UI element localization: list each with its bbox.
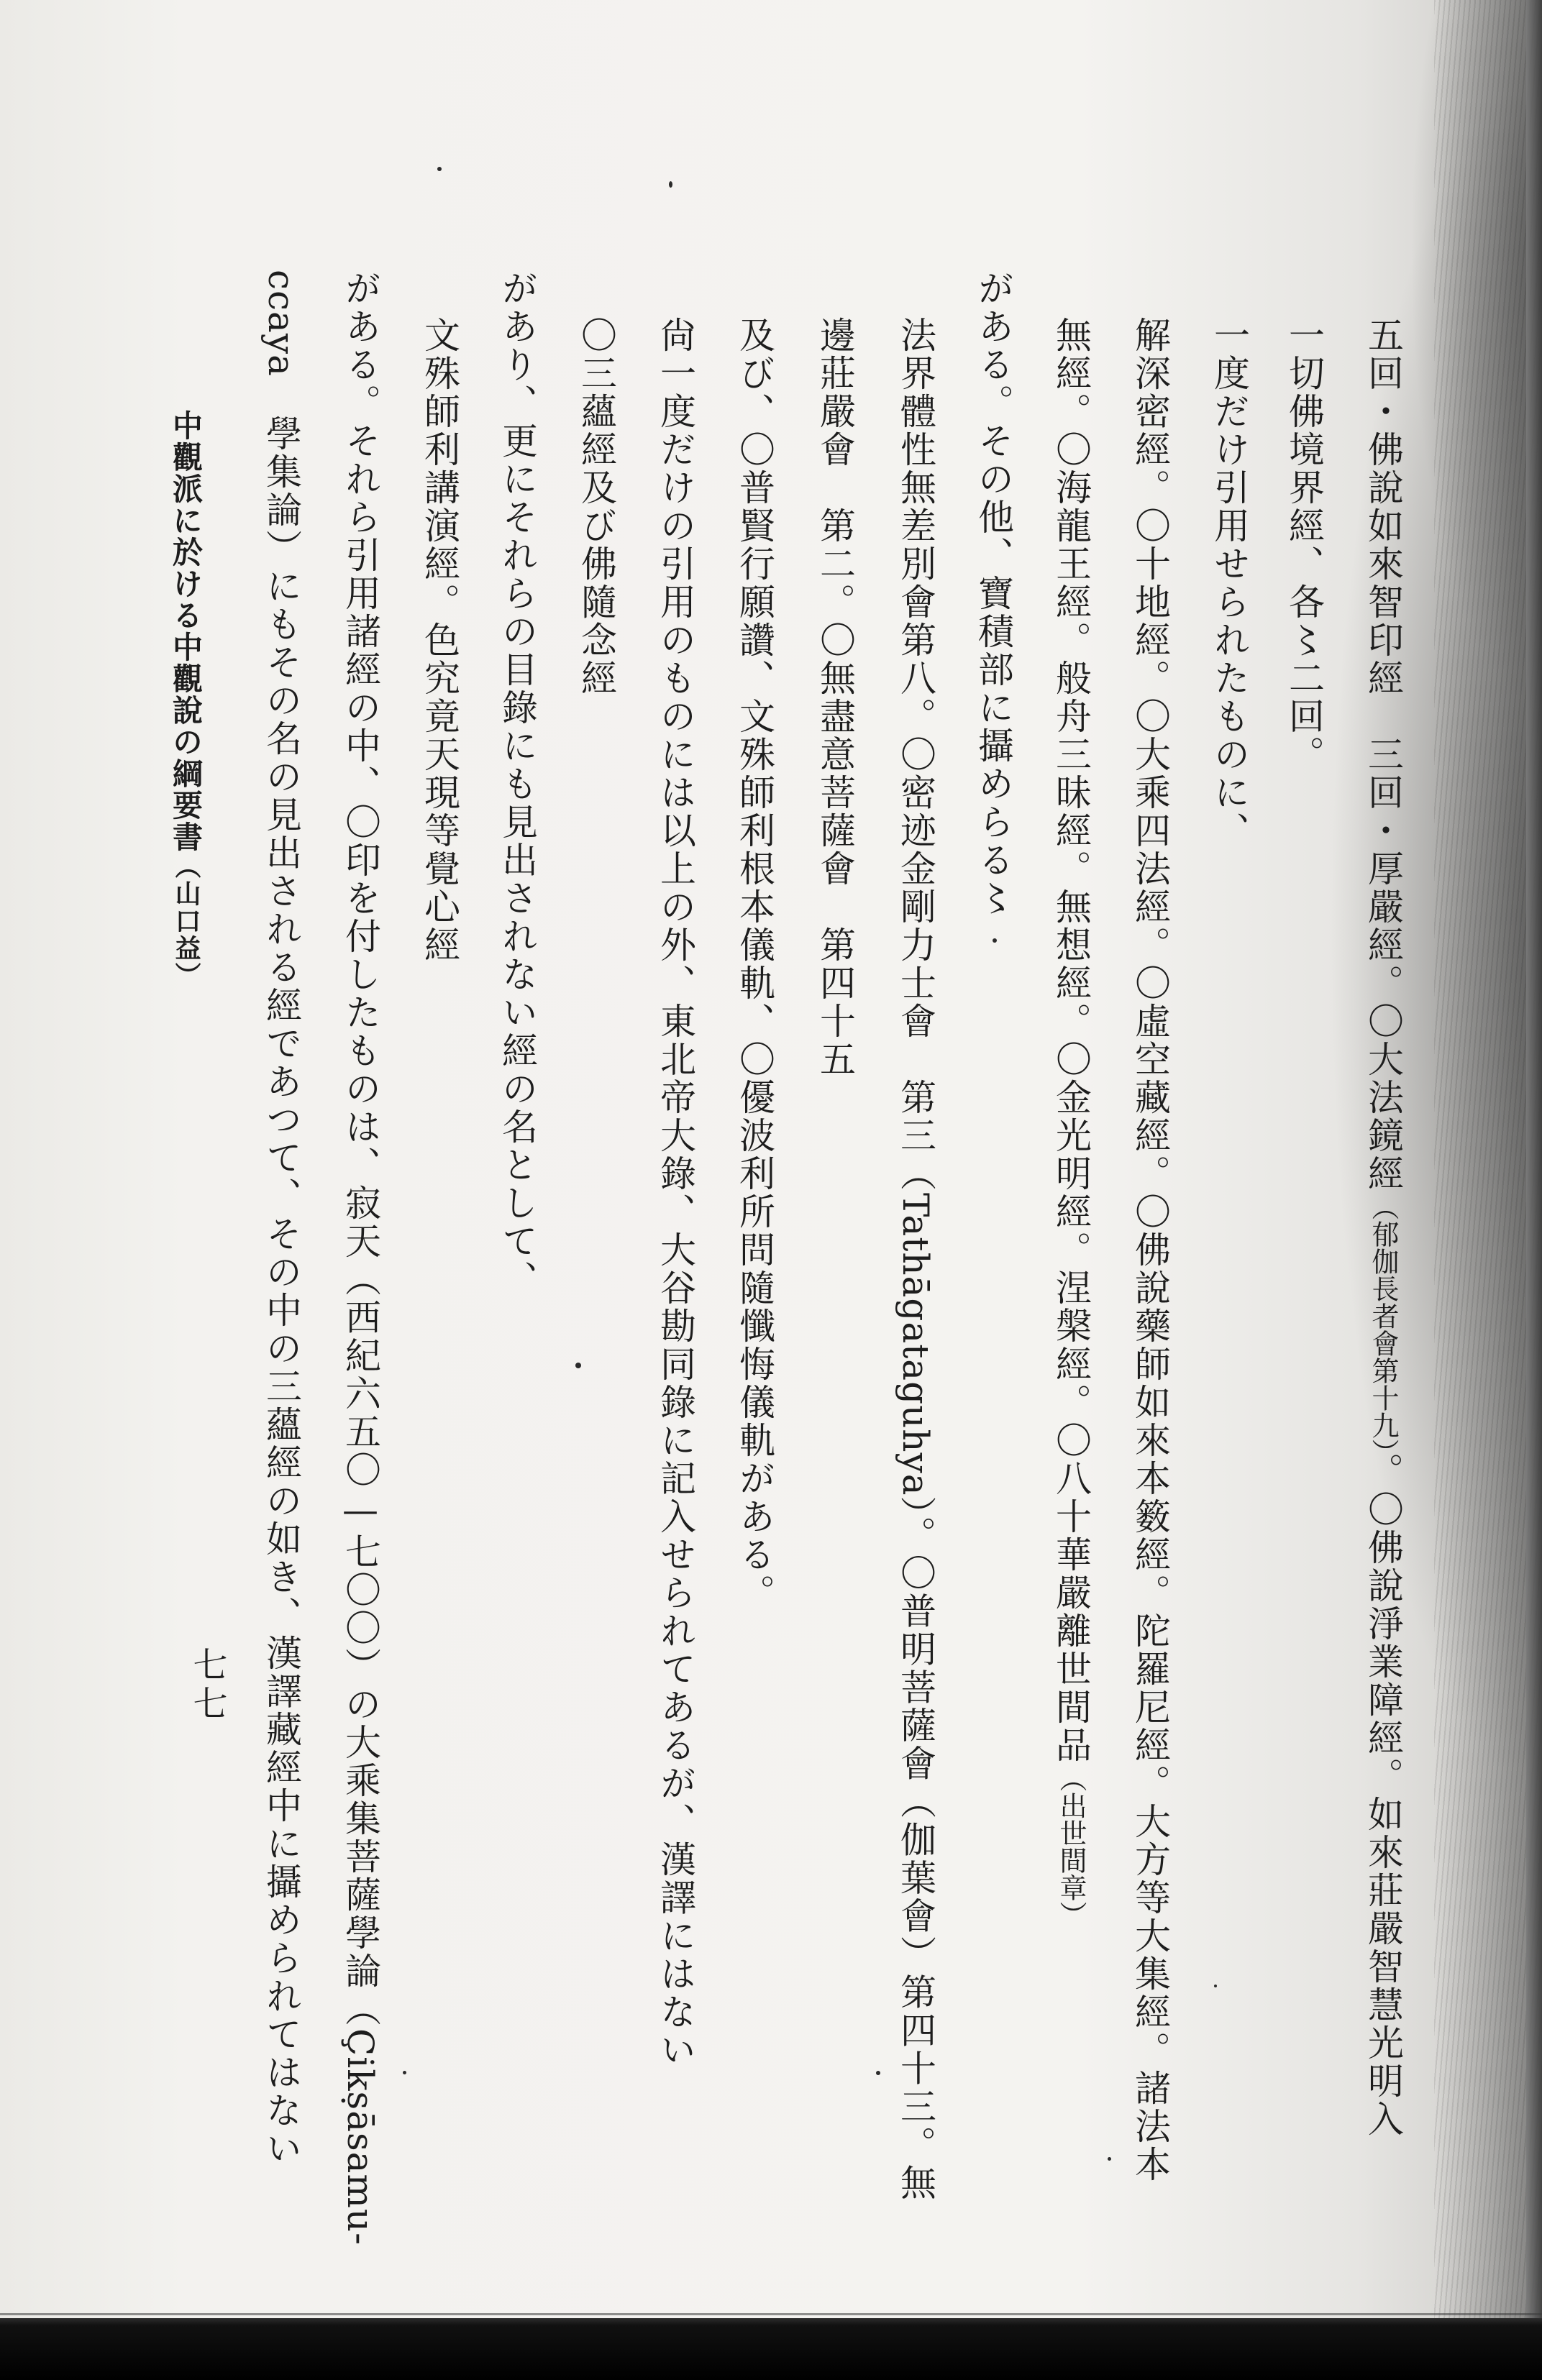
text-column-13: [416, 316, 463, 964]
text-column-9: [731, 316, 778, 1612]
scan-speck: [993, 938, 997, 943]
text-column-4: [1126, 316, 1174, 2184]
running-header-author: （山口益）: [171, 853, 201, 989]
text-column-15: [257, 270, 305, 2168]
scan-speck: [403, 2071, 406, 2074]
text-column-7: [892, 316, 939, 2202]
text-segment: 一切佛境界經、各〻二回。: [1283, 316, 1325, 774]
text-column-1: [1359, 316, 1407, 2138]
text-column-6: [970, 270, 1017, 917]
text-column-11: [572, 316, 620, 697]
running-header: [164, 410, 207, 989]
scan-speck: [437, 167, 442, 171]
text-segment: Tathāgataguhya: [895, 1193, 936, 1496]
text-segment: 及び、〇普賢行願讚、文殊師利根本儀軌、〇優波利所問隨懺悔儀軌がある。: [734, 316, 775, 1612]
scan-speck: [876, 2071, 880, 2075]
scan-bottom-edge: [0, 2318, 1542, 2380]
text-column-8: [811, 316, 859, 1079]
text-segment: がある。それら引用諸經の中、〇印を付したものは、寂天（西紀六五〇—七〇〇）の大乘集菩薩學論（: [339, 270, 381, 2028]
scan-speck: [669, 181, 672, 188]
text-column-5: [1047, 316, 1095, 1928]
text-segment: があり、更にそれらの目錄にも見出されない經の名として、: [496, 270, 538, 1299]
text-segment: 〇三蘊經及び佛隨念經: [575, 316, 617, 697]
text-segment: 學集論）にもその名の見出される經であつて、その中の三蘊經の如き、漢譯藏經中に攝められてはない: [260, 376, 302, 2168]
text-segment: 一度だけ引用せられたものに、: [1208, 316, 1250, 850]
text-segment: がある。その他、寶積部に攝めらる〻: [972, 270, 1014, 917]
text-column-3: [1205, 316, 1253, 850]
text-column-2: [1280, 316, 1328, 774]
text-segment: 。〇佛說淨業障經。如來莊嚴智慧光明入: [1362, 1452, 1404, 2138]
text-segment: 文殊師利講演經。色究竟天現等覺心經: [419, 316, 460, 964]
scan-binding-line: [0, 2313, 1542, 2315]
page-number: 七七: [187, 1647, 227, 1724]
text-segment: 無經。〇海龍王經。般舟三昧經。無想經。〇金光明經。涅槃經。〇八十華嚴離世間品: [1050, 316, 1092, 1765]
scan-right-edge: [1526, 0, 1542, 2322]
running-header-title: 中觀派に於ける中觀說の綱要書: [168, 410, 204, 853]
text-column-12: [493, 270, 541, 1299]
text-segment: Çikṣāsamu-: [339, 2028, 381, 2246]
text-segment: 五回・佛說如來智印經 三回・厚嚴經。〇大法鏡經: [1362, 316, 1404, 1193]
scan-speck: [1108, 2157, 1111, 2161]
text-segment: 解深密經。〇十地經。〇大乘四法經。〇虛空藏經。〇佛說藥師如來本䉤經。陀羅尼經。大方等大集經。諸法本: [1129, 316, 1171, 2184]
text-column-14: [337, 270, 384, 2246]
text-segment: 尙一度だけの引用のものには以上の外、東北帝大錄、大谷勘同錄に記入せられてあるが、漢譯にはない: [654, 316, 696, 2069]
text-segment: （出世間章）: [1055, 1765, 1087, 1928]
text-segment: ccaya: [260, 270, 302, 377]
text-column-10: [652, 316, 699, 2069]
text-segment: （郁伽長者會第十九）: [1367, 1193, 1399, 1452]
text-segment: 邊莊嚴會 第二。〇無盡意菩薩會 第四十五: [814, 316, 856, 1079]
text-segment: ）。〇普明菩薩會（伽葉會）第四十三。無: [895, 1496, 936, 2202]
scan-speck: [575, 1363, 581, 1368]
text-segment: 法界體性無差別會第八。〇密迹金剛力士會 第三（: [895, 316, 936, 1193]
scan-speck: [1214, 1985, 1217, 1987]
